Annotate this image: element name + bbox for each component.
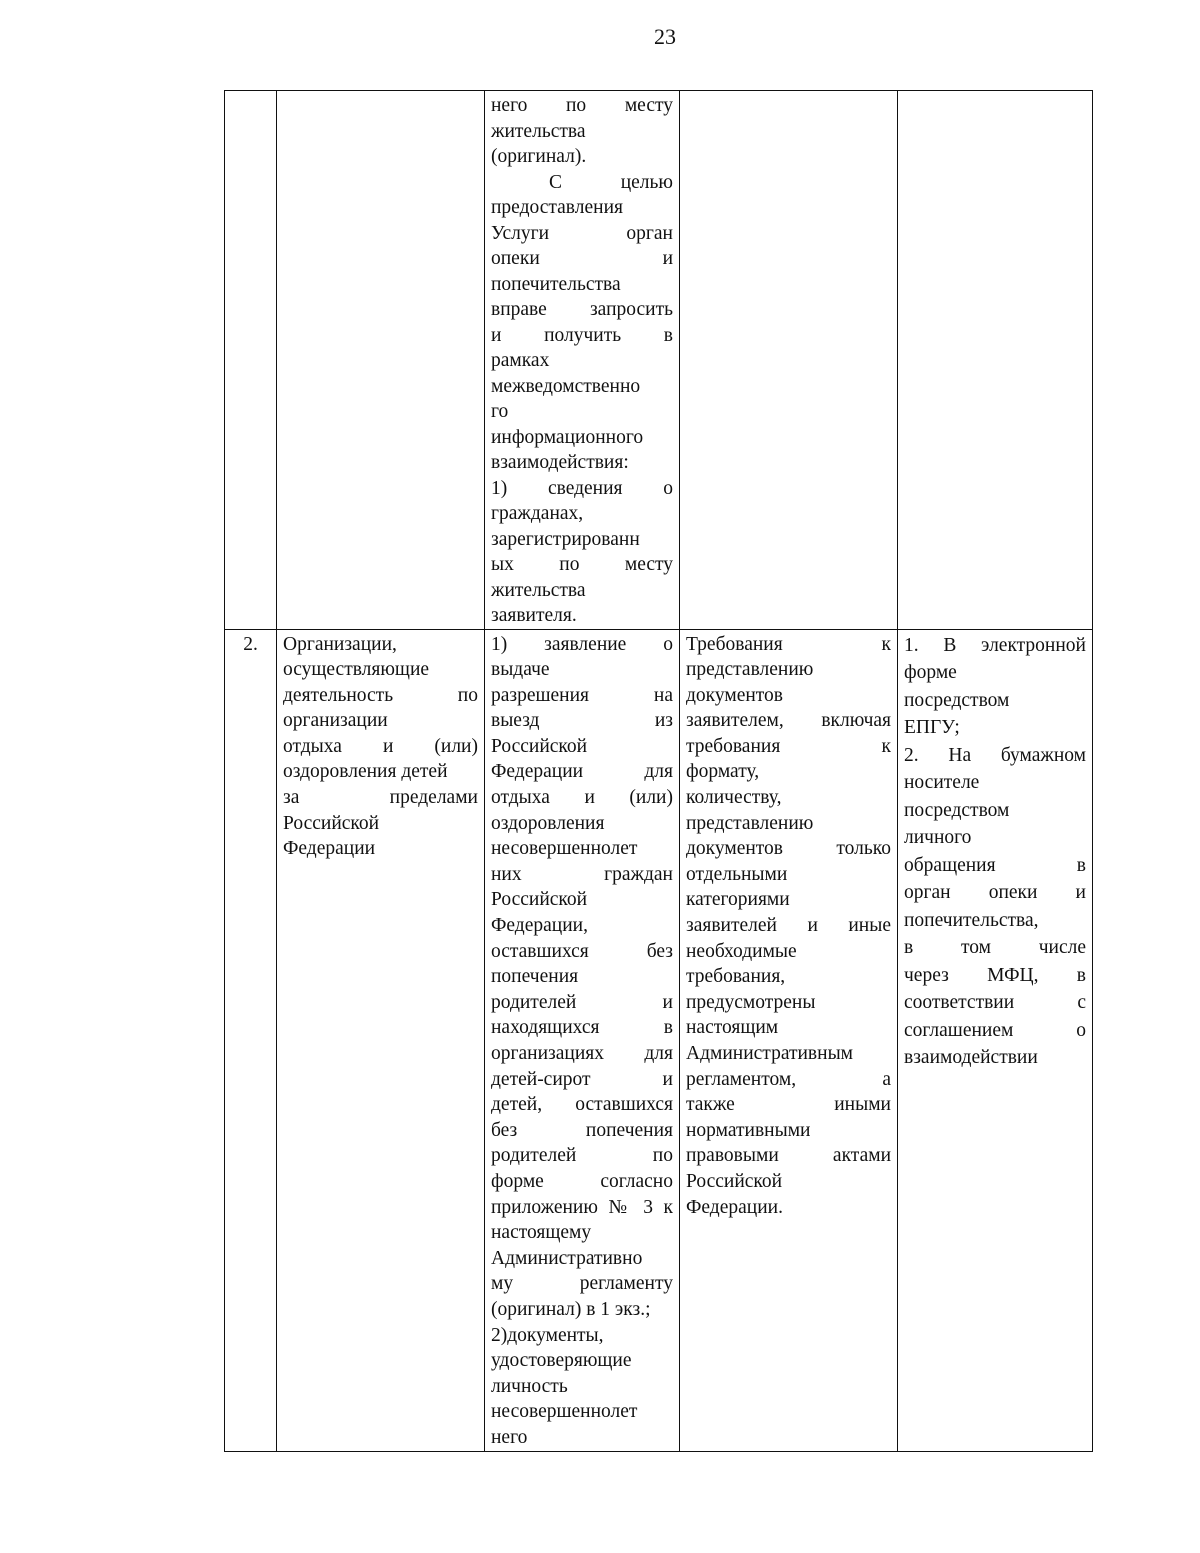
- cell-text-line: осуществляющие: [283, 659, 430, 681]
- cell-text-line: родителей и: [491, 991, 673, 1013]
- cell-text-line: требования,: [686, 966, 786, 988]
- cell-text-line: разрешения на: [491, 684, 673, 706]
- cell-text-line: без попечения: [491, 1119, 673, 1141]
- cell-text-line: заявителем, включая: [686, 710, 891, 732]
- cell-text-line: него по месту: [491, 95, 673, 116]
- cell-text-line: Административно: [491, 1247, 643, 1269]
- cell-text-line: документов: [686, 684, 784, 706]
- cell-text-line: посредством: [904, 799, 1010, 821]
- cell-text-line: форме: [904, 662, 957, 683]
- cell-text-line: организации: [283, 710, 388, 732]
- cell-text-line: за пределами: [283, 787, 478, 809]
- cell-text-line: Федерации: [283, 838, 376, 860]
- cell-text-line: ЕПГУ;: [904, 717, 960, 738]
- cell-text-line: удостоверяющие: [491, 1350, 632, 1372]
- cell-text-line: (оригинал).: [491, 146, 587, 167]
- cell-text-line: отдыха и (или): [283, 735, 478, 757]
- cell-text-line: жительства: [491, 579, 586, 601]
- cell-text-line: оздоровления детей: [283, 761, 448, 783]
- cell-text-line: попечительства: [491, 273, 621, 295]
- cell-text-line: рамках: [491, 350, 550, 371]
- cell-text-line: нормативными: [686, 1119, 811, 1141]
- cell-text-line: 1. В электронной: [904, 634, 1086, 656]
- cell-text-line: оставшихся без: [491, 940, 673, 962]
- cell-text-line: и получить в: [491, 324, 673, 346]
- cell-text-line: личного: [904, 827, 972, 848]
- cell-text-line: настоящему: [491, 1222, 592, 1244]
- cell-text-line: Российской: [491, 889, 588, 911]
- applicant-cell: [277, 91, 485, 630]
- cell-text-line: настоящим: [686, 1017, 779, 1039]
- cell-text-line: формату,: [686, 761, 760, 783]
- submission-method-cell: [898, 91, 1093, 630]
- cell-text-line: информационного: [491, 426, 644, 448]
- cell-text-line: гражданах,: [491, 503, 584, 524]
- cell-text-line: орган опеки и: [904, 882, 1086, 903]
- cell-text-line: приложению № 3 к: [491, 1196, 673, 1218]
- cell-text-line: 1) сведения о: [491, 477, 673, 499]
- cell-text-line: му регламенту: [491, 1273, 673, 1295]
- cell-text-line: представлению: [686, 812, 814, 834]
- cell-text-line: представлению: [686, 659, 814, 681]
- cell-text-line: регламентом, а: [686, 1068, 891, 1090]
- cell-text-line: 2. На бумажном: [904, 744, 1086, 766]
- cell-text-line: в том числе: [904, 937, 1086, 958]
- documents-cell: [485, 629, 680, 1451]
- cell-text-line: через МФЦ, в: [904, 964, 1086, 986]
- cell-text-line: форме согласно: [491, 1170, 673, 1192]
- cell-text-line: предусмотрены: [686, 991, 816, 1013]
- cell-text-line: Требования к: [686, 633, 891, 655]
- cell-text-line: го: [491, 401, 509, 422]
- cell-text-line: носителе: [904, 772, 980, 793]
- cell-text-line: ых по месту: [491, 554, 673, 575]
- document-table: [224, 90, 1093, 1452]
- cell-text-line: детей, оставшихся: [491, 1094, 673, 1116]
- cell-text-line: них граждан: [491, 863, 673, 885]
- cell-text-line: отдыха и (или): [491, 787, 673, 809]
- cell-text-line: выезд из: [491, 710, 673, 732]
- cell-text-line: (оригинал) в 1 экз.;: [491, 1298, 651, 1320]
- cell-text-line: несовершеннолет: [491, 838, 638, 860]
- cell-text-line: Федерации.: [686, 1196, 783, 1218]
- cell-text-line: опеки и: [491, 248, 673, 269]
- row-number-cell: [225, 91, 277, 630]
- cell-text-line: родителей по: [491, 1145, 673, 1167]
- row-number: 2.: [243, 633, 258, 655]
- cell-text-line: соглашением о: [904, 1019, 1086, 1041]
- cell-text-line: соответствии с: [904, 992, 1086, 1013]
- table-row: [225, 91, 1093, 630]
- cell-text-line: С целью: [549, 171, 673, 193]
- cell-text-line: 1) заявление о: [491, 633, 673, 655]
- cell-text-line: Российской: [491, 735, 588, 757]
- cell-text-line: посредством: [904, 689, 1010, 711]
- cell-text-line: категориями: [686, 889, 790, 911]
- cell-text-line: правовыми актами: [686, 1145, 891, 1167]
- cell-text-line: необходимые: [686, 940, 797, 962]
- cell-text-line: отдельными: [686, 863, 788, 885]
- cell-text-line: требования к: [686, 735, 891, 757]
- cell-text-line: Федерации для: [491, 761, 673, 783]
- cell-text-line: деятельность по: [283, 684, 478, 706]
- applicant-cell: [277, 629, 485, 1451]
- page-number: 23: [654, 24, 676, 49]
- cell-text-line: предоставления: [491, 197, 623, 218]
- cell-text-line: организациях для: [491, 1043, 673, 1064]
- cell-text-line: выдаче: [491, 659, 550, 681]
- cell-text-line: документов только: [686, 838, 891, 860]
- requirements-cell: [680, 91, 898, 630]
- documents-cell: [485, 91, 680, 630]
- cell-text-line: оздоровления: [491, 812, 605, 834]
- cell-text-line: Услуги орган: [491, 222, 673, 244]
- cell-text-line: зарегистрированн: [491, 528, 640, 550]
- cell-text-line: жительства: [491, 120, 586, 142]
- cell-text-line: Административным: [686, 1043, 854, 1064]
- cell-text-line: детей-сирот и: [491, 1068, 673, 1090]
- cell-text-line: попечения: [491, 966, 579, 988]
- cell-text-line: несовершеннолет: [491, 1401, 638, 1423]
- cell-text-line: попечительства,: [904, 909, 1039, 931]
- cell-text-line: него: [491, 1426, 528, 1448]
- submission-method-cell: [898, 629, 1093, 1451]
- cell-text-line: вправе запросить: [491, 299, 673, 320]
- cell-text-line: также иными: [686, 1094, 891, 1116]
- cell-text-line: взаимодействии: [904, 1047, 1038, 1068]
- table-row: [225, 629, 1093, 1451]
- cell-text-line: Российской: [686, 1170, 783, 1192]
- cell-text-line: Российской: [283, 812, 380, 834]
- cell-text-line: находящихся в: [491, 1017, 673, 1039]
- cell-text-line: заявителя.: [491, 605, 577, 626]
- cell-text-line: Организации,: [283, 633, 397, 655]
- requirements-cell: [680, 629, 898, 1451]
- cell-text-line: 2)документы,: [491, 1324, 604, 1346]
- cell-text-line: заявителей и иные: [686, 915, 891, 937]
- cell-text-line: обращения в: [904, 854, 1086, 876]
- cell-text-line: взаимодействия:: [491, 452, 629, 473]
- row-number-cell: [225, 629, 277, 1451]
- cell-text-line: личность: [491, 1375, 568, 1397]
- cell-text-line: количеству,: [686, 787, 782, 809]
- cell-text-line: Федерации,: [491, 915, 588, 937]
- cell-text-line: межведомственно: [491, 375, 641, 397]
